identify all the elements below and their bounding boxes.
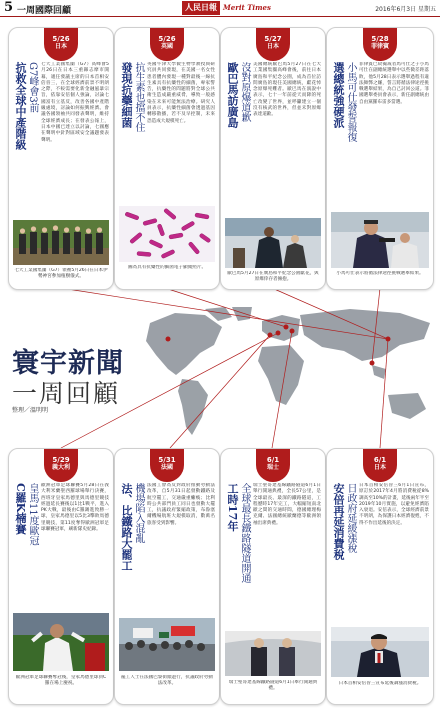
date-badge: 5/27 日本 [256, 27, 290, 61]
date-badge: 5/28 菲律賓 [363, 27, 397, 61]
photo-caption: 歐洲冠軍足球聯賽奪冠後，皇家馬德里球員C羅在場上慶祝。 [15, 675, 107, 687]
headline: 發現抗藥細菌 [120, 62, 133, 128]
photo-caption: 歐巴馬5月27日在廣島和平紀念公園獻花，與原爆倖存者擁抱。 [227, 271, 319, 283]
article-body: 瑞士聖哥達基線鐵路隧道6月1日舉行開通典禮，全長57公里，是全球最長、最深的鐵路隧道，工程歷時17年完工，大幅縮短南北歐之間的交通時間，德國總理梅克爾、法國總統歐蘭德等歐洲領袖出席典禮。 [253, 483, 321, 526]
date-badge: 5/26 英國 [150, 27, 184, 61]
subheadline: 機場陷入混亂 [133, 483, 144, 543]
subheadline: 小馬可仕發誓報復 [345, 62, 356, 142]
news-card-top-4 [326, 27, 434, 290]
article-body: 日本首相安倍晉三6月1日宣布，原訂於2017年4月將消費稅從8%調高至10%的計畫，延後兩年半至2019年10月實施，以避免經濟陷入衰退。安倍表示，全球經濟前景不明朗，為保護日本經濟復甦，不得不作出延後的決定。 [359, 483, 429, 526]
photo-caption: 瑞士聖哥達基線鐵路隧道6月1日舉行開通典禮。 [228, 680, 318, 692]
photo-caption: 小馬可仕表示將循法律途徑挑戰選舉結果。 [336, 271, 424, 276]
subheadline: 抗生素也擋不住 [133, 62, 144, 132]
date-badge: 5/29 義大利 [44, 448, 78, 482]
news-photo [13, 613, 109, 671]
date-badge: 5/31 法國 [150, 448, 184, 482]
headline: 歐巴馬訪廣島 [226, 62, 239, 128]
page-header [0, 0, 440, 17]
article-body: 菲律賓已故獨裁者馬可仕之子小馬可仕在副總統選舉中以些微差距落敗，他5月28日表示選舉過程有違法舞弊之嫌，誓言將循法律途徑挑戰選舉結果，為自己討回公道。菲國選舉委員會表示，新任副總統由自由黨羅布雷多當選。 [359, 62, 429, 105]
news-card-bottom-2 [114, 448, 220, 705]
news-photo [13, 220, 109, 265]
news-photo [331, 212, 429, 268]
byline: 整理／溫明明 [12, 407, 49, 414]
headline: 選總統強硬派 [332, 62, 345, 128]
news-photo [225, 631, 321, 676]
news-card-top-2 [114, 27, 220, 290]
subheadline: 沒對原爆道歉 [239, 62, 250, 122]
page-number: 5 [4, 0, 14, 15]
newspaper-logo-en: Merit Times [223, 3, 271, 12]
photo-caption: 七大工業國集團（G7）領袖5月26日在日本伊勢神宮參加植樹儀式。 [14, 268, 108, 280]
subheadline: G7峰會3前 [27, 62, 38, 113]
headline: 工時17年 [226, 483, 239, 532]
article-body: 歐洲冠軍足球聯賽5月28日在義大利米蘭聖西羅球場舉行決賽，西班牙皇家馬德里與馬德里競技經過延長賽後以1比1戰平，進入PK大戰，最後由C羅踢進致勝一球，皇家馬德里以5比3擊敗馬德里競技，第11度奪得歐洲冠軍足球聯賽冠軍，刷新隊史紀錄。 [41, 483, 109, 533]
date-badge: 5/26 日本 [44, 27, 78, 61]
feature-title: 寰宇新聞 [12, 348, 124, 379]
news-card-bottom-4 [326, 448, 434, 705]
date-badge: 6/1 瑞士 [256, 448, 290, 482]
subheadline: 全球最長鐵路隧道開通 [239, 483, 250, 583]
newspaper-logo: 人民日報 [182, 1, 220, 15]
subheadline: 皇馬11度歐冠 [27, 483, 38, 546]
news-photo [119, 618, 215, 671]
headline: 安倍再延消費稅 [332, 483, 345, 560]
headline: 法、比鐵路大罷工 [120, 483, 133, 571]
article-body: 法國工會為反對政府推動勞動法改革，自5月31日起發動鐵路及航空罷工，交通嚴重癱瘓；比利時公共部門員工同日也發動大罷工，抗議政府緊縮政策，布魯塞爾機場航班大規模取消，數萬名旅客受到影響。 [147, 483, 215, 526]
article-body: 英國牛津大學微生物學教授與研究員共同發現，在美國一名女性患者體內發現一種對最後一線抗生素具有抗藥性的細菌，專家警告，抗藥性的問題將對全球公共衛生造成嚴重威脅，導致一般感染在未來可能無法治療。研究人員表示，抗藥性細菌會透過基因轉移散播，若不及早控制，未來恐造成大規模死亡。 [147, 62, 215, 124]
news-photo [119, 206, 215, 262]
subheadline: 日政府延緩漲稅 [345, 483, 356, 553]
news-photo [225, 218, 321, 268]
news-card-top-3 [220, 27, 326, 290]
photo-caption: 圖為具有抗藥性的細菌電子顯微照片。 [127, 265, 207, 270]
news-card-bottom-3 [220, 448, 326, 705]
feature-subtitle: 一周回顧 [12, 379, 121, 408]
headline: C羅K楠賽 [14, 483, 27, 535]
news-card-top-1 [8, 27, 114, 290]
news-photo [331, 627, 429, 677]
date-badge: 6/1 日本 [363, 448, 397, 482]
section-title: 一周國際回顧 [17, 6, 72, 16]
photo-caption: 罷工人士在法國巴黎街頭遊行，抗議政府勞動法改革。 [121, 675, 213, 687]
headline: 抗救全球中產階級 [14, 62, 27, 150]
article-body: 七大工業國集團（G7）高峰會5月26日在日本三重縣志摩市開幕，適任發議主席的日本首相安倍晉三，在全球經濟前景不明朗之際，不較需要化新金融風暴宗旨，依靠安倍個人強論，討論七國富有立基反，改善各國中產階級處境，討論如何振興經濟。會議各國領袖共同發表聲明，維持全球經濟成長；在發表公報上，日本中國已達立以討論，七國應在聲明中針對區域安全議題發表聲明。 [41, 62, 109, 143]
news-card-bottom-1 [8, 448, 114, 705]
article-body: 美國總統歐巴馬5月27日在七大工業國集團高峰會後，前往日本廣島和平紀念公園，成為首位訪問廣島的現任美國總統，獻花悼念原爆死難者。歐巴馬在演說中表示，七十一年前從天而降的死亡改變了世界，並呼籲建立一個沒有核武的世界，但並未對原爆表達道歉。 [253, 62, 321, 118]
issue-date: 2016年6月3日 星期五 [375, 6, 436, 13]
photo-caption: 日本首相安倍晉三宣布延後調漲消費稅。 [338, 681, 422, 686]
